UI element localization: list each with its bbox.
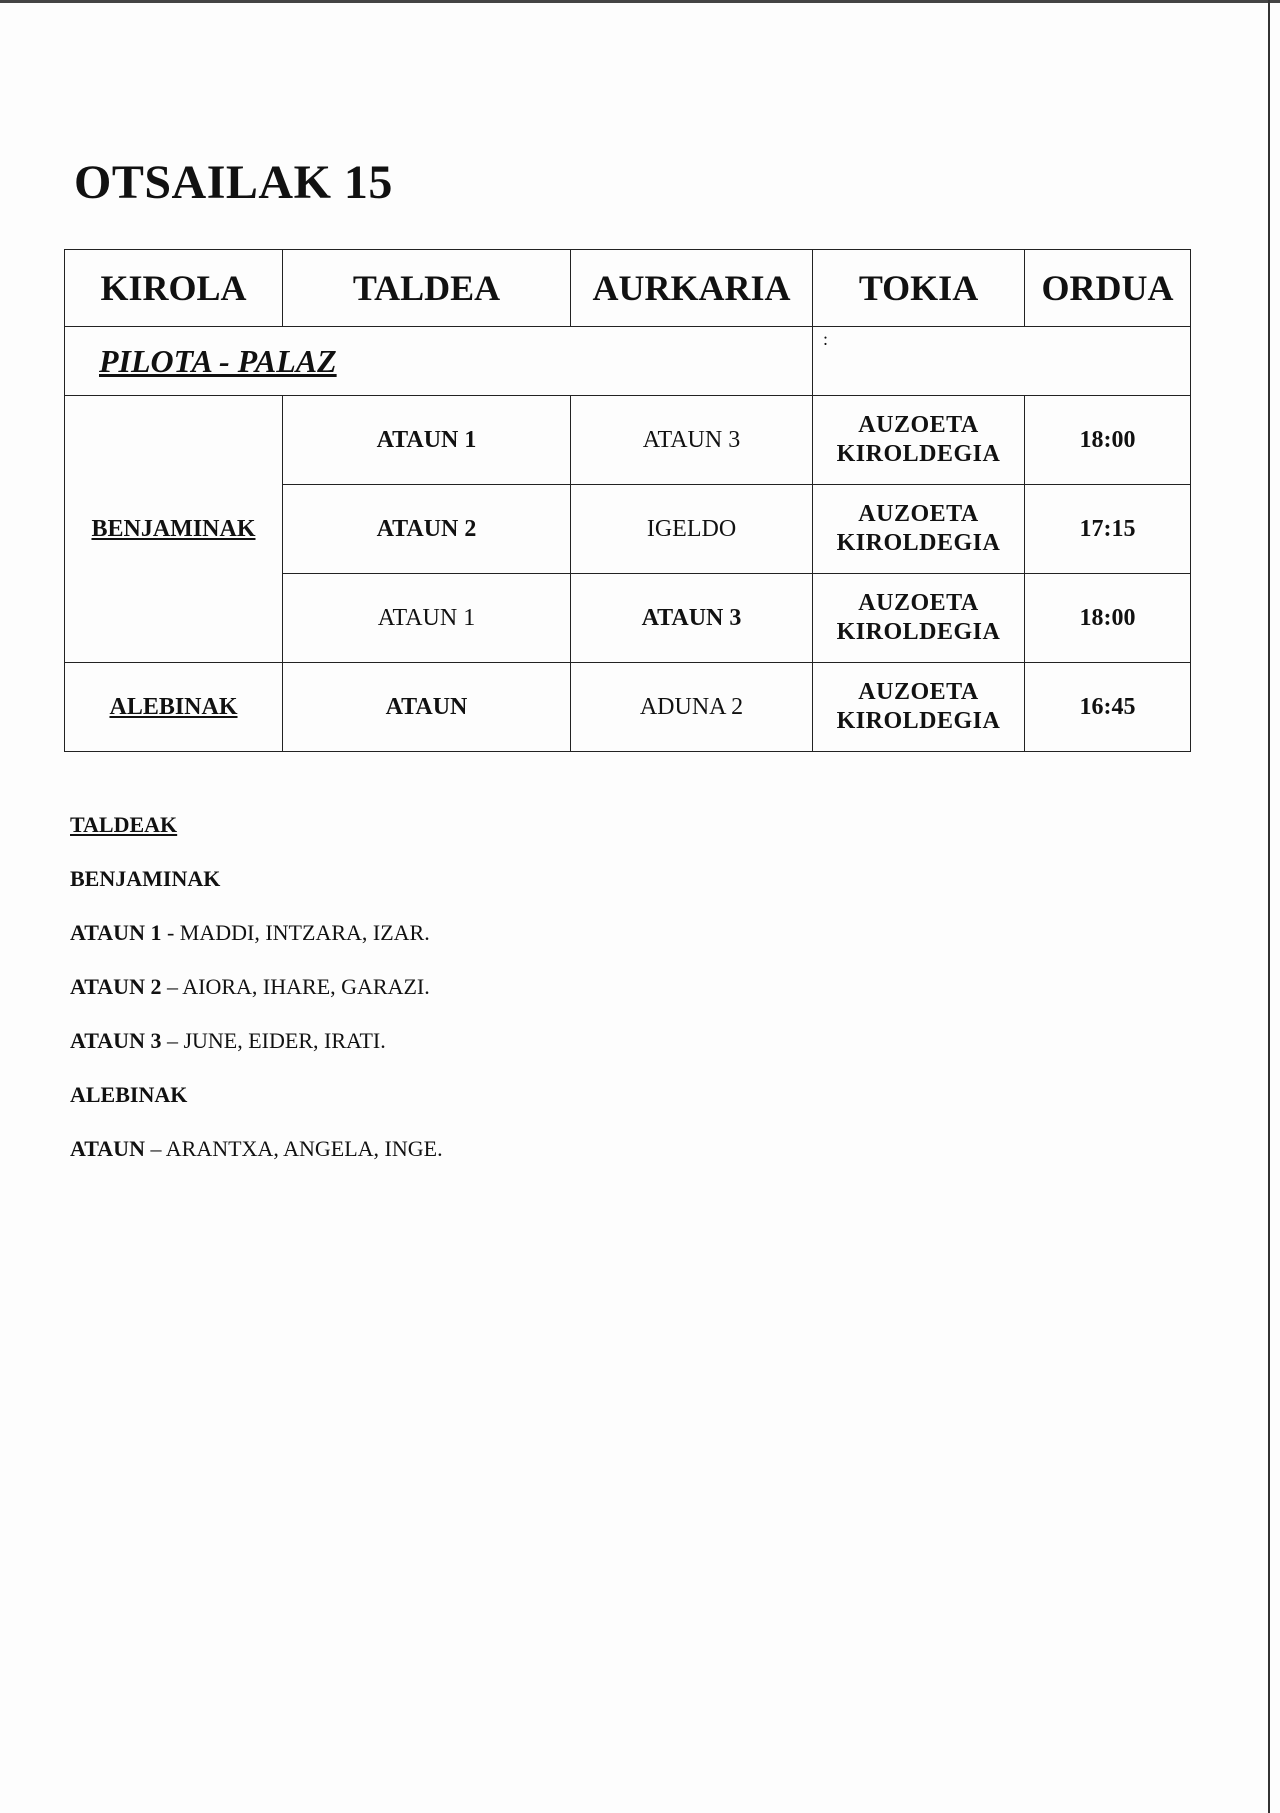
table-row — [65, 663, 1191, 752]
sport-row — [65, 327, 1191, 396]
venue-line-1: AUZOETA — [858, 501, 979, 527]
team-entry-members: MADDI, INTZARA, IZAR. — [179, 920, 430, 945]
time-cell: 16:45 — [1025, 663, 1191, 752]
page-right-edge — [1268, 0, 1270, 1813]
table-row — [65, 396, 1191, 485]
venue-line-2: KIROLDEGIA — [836, 441, 1001, 467]
teams-benjaminak-label: BENJAMINAK — [70, 866, 221, 891]
team-entry — [70, 1134, 443, 1188]
team-entry — [70, 972, 443, 1026]
venue-line-2: KIROLDEGIA — [836, 619, 1001, 645]
team-cell: ATAUN 1 — [283, 574, 571, 663]
team-cell: ATAUN 1 — [283, 396, 571, 485]
team-entry-name: ATAUN 1 — [70, 920, 162, 945]
page-title: OTSAILAK 15 — [74, 156, 393, 209]
header-row — [65, 250, 1191, 327]
teams-section — [70, 810, 443, 1188]
team-entry-name: ATAUN 3 — [70, 1028, 162, 1053]
opponent-cell: ATAUN 3 — [571, 396, 813, 485]
team-entry-separator: – — [161, 1028, 184, 1053]
header-aurkaria: AURKARIA — [571, 250, 813, 327]
team-entry — [70, 918, 443, 972]
teams-alebinak-label: ALEBINAK — [70, 1082, 188, 1107]
time-cell: 18:00 — [1025, 396, 1191, 485]
category-benjaminak: BENJAMINAK — [65, 396, 283, 663]
venue-cell — [813, 485, 1025, 574]
venue-cell — [813, 663, 1025, 752]
venue-line-1: AUZOETA — [858, 679, 979, 705]
venue-line-2: KIROLDEGIA — [836, 708, 1001, 734]
category-alebinak: ALEBINAK — [65, 663, 283, 752]
time-cell: 17:15 — [1025, 485, 1191, 574]
team-entry-members: ARANTXA, ANGELA, INGE. — [165, 1136, 443, 1161]
team-entry-name: ATAUN — [70, 1136, 145, 1161]
team-entry-name: ATAUN 2 — [70, 974, 162, 999]
venue-line-2: KIROLDEGIA — [836, 530, 1001, 556]
sport-name: PILOTA - PALAZ — [65, 327, 813, 396]
header-taldea: TALDEA — [283, 250, 571, 327]
opponent-cell: IGELDO — [571, 485, 813, 574]
team-entry-separator: – — [144, 1136, 166, 1161]
team-entry — [70, 1026, 443, 1080]
sport-note: : — [813, 327, 1191, 396]
teams-heading: TALDEAK — [70, 812, 178, 837]
team-cell: ATAUN — [283, 663, 571, 752]
venue-line-1: AUZOETA — [858, 412, 979, 438]
header-ordua: ORDUA — [1025, 250, 1191, 327]
header-kirola: KIROLA — [65, 250, 283, 327]
schedule-table — [64, 249, 1191, 752]
team-entry-members: AIORA, IHARE, GARAZI. — [182, 974, 430, 999]
header-tokia: TOKIA — [813, 250, 1025, 327]
team-entry-members: JUNE, EIDER, IRATI. — [183, 1028, 386, 1053]
page-top-edge — [0, 0, 1280, 3]
venue-cell — [813, 574, 1025, 663]
opponent-cell: ATAUN 3 — [571, 574, 813, 663]
venue-cell — [813, 396, 1025, 485]
team-cell: ATAUN 2 — [283, 485, 571, 574]
time-cell: 18:00 — [1025, 574, 1191, 663]
team-entry-separator: - — [161, 920, 180, 945]
team-entry-separator: – — [161, 974, 183, 999]
venue-line-1: AUZOETA — [858, 590, 979, 616]
opponent-cell: ADUNA 2 — [571, 663, 813, 752]
